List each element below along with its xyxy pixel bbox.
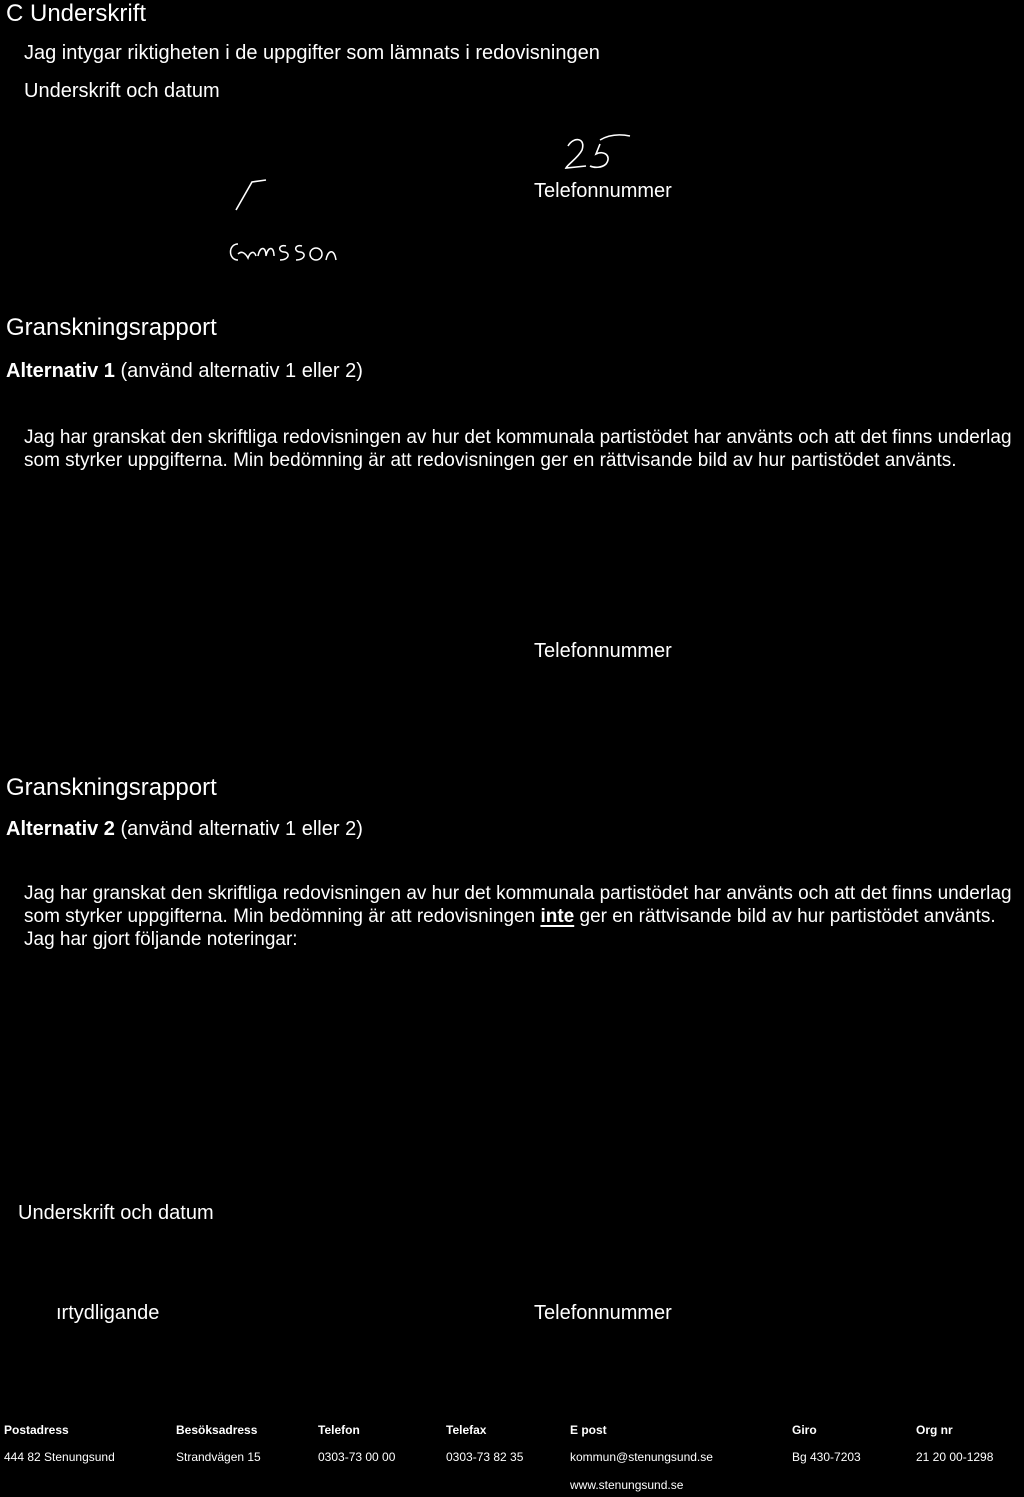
signature-date-label: Underskrift och datum xyxy=(24,80,220,102)
clarification-label: ırtydligande xyxy=(56,1302,160,1324)
phone-label-report-1: Telefonnummer xyxy=(534,640,672,662)
report-2-alternative xyxy=(6,818,363,841)
phone-label-c: Telefonnummer xyxy=(534,180,672,202)
report-1-alternative xyxy=(6,360,363,383)
footer-fax-value: 0303-73 82 35 xyxy=(446,1450,524,1464)
signature-date-label-2: Underskrift och datum xyxy=(18,1202,214,1224)
report-1-alt-note: (använd alternativ 1 eller 2) xyxy=(120,360,363,382)
footer-email-label: E post xyxy=(570,1423,607,1437)
footer-visit-value: Strandvägen 15 xyxy=(176,1450,261,1464)
report-1-title: Granskningsrapport xyxy=(6,314,217,341)
report-2-alt-label: Alternativ 2 xyxy=(6,818,115,840)
footer-orgnr-label: Org nr xyxy=(916,1423,953,1437)
report-2-body-before: Jag har granskat den skriftliga redovisningen av hur det kommunala partistödet har använts och att det finns underlag som styrker uppgifterna. Min bedömning är att redovisningen xyxy=(24,883,1012,927)
footer-postal-label: Postadress xyxy=(4,1423,69,1437)
handwritten-name xyxy=(224,232,344,272)
footer-phone-value: 0303-73 00 00 xyxy=(318,1450,396,1464)
report-1-body: Jag har granskat den skriftliga redovisningen av hur det kommunala partistödet har använts och att det finns underlag som styrker uppgifterna. Min bedömning är att redovisningen ger en rättvisande bild av hur partistödet använts. xyxy=(24,427,1012,471)
footer-fax-label: Telefax xyxy=(446,1423,487,1437)
footer-phone-label: Telefon xyxy=(318,1423,360,1437)
handwritten-date xyxy=(560,128,640,176)
certification-text: Jag intygar riktigheten i de uppgifter som lämnats i redovisningen xyxy=(24,42,600,64)
report-1-alt-label: Alternativ 1 xyxy=(6,360,115,382)
footer-visit-label: Besöksadress xyxy=(176,1423,258,1437)
phone-label-report-2: Telefonnummer xyxy=(534,1302,672,1324)
section-c-title: C Underskrift xyxy=(6,0,147,27)
report-2-title: Granskningsrapport xyxy=(6,774,217,801)
report-2-body-emphasis: inte xyxy=(540,906,575,927)
footer-orgnr-value: 21 20 00-1298 xyxy=(916,1450,994,1464)
footer-postal-value: 444 82 Stenungsund xyxy=(4,1450,115,1464)
report-2-alt-note: (använd alternativ 1 eller 2) xyxy=(120,818,363,840)
report-2-body-after: ger en rättvisande bild av hur partistödet använts. Jag har gjort följande noteringar: xyxy=(24,906,996,950)
signature-mark xyxy=(226,176,276,216)
footer-giro-value: Bg 430-7203 xyxy=(792,1450,861,1464)
footer-email-value[interactable]: kommun@stenungsund.se xyxy=(570,1450,713,1464)
footer-website-value[interactable]: www.stenungsund.se xyxy=(570,1478,684,1492)
report-2-body xyxy=(24,882,1020,951)
footer-giro-label: Giro xyxy=(792,1423,817,1437)
